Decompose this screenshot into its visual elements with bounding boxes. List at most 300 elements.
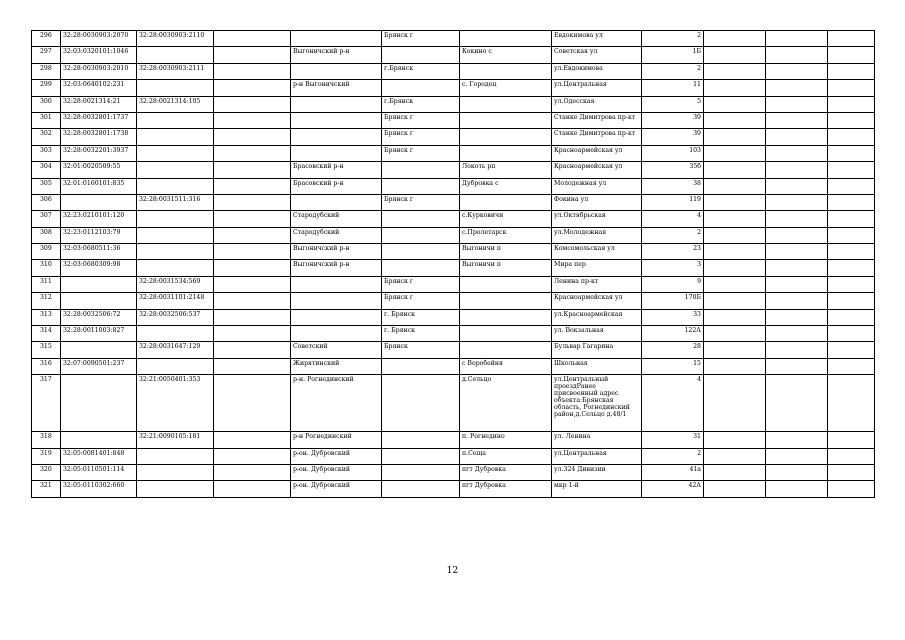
cell-empty [766,464,828,480]
cell-empty [704,375,766,432]
table-row [32,162,875,178]
cell-district [291,326,382,342]
cell-house-number: 2 [642,448,704,464]
cell-street: ул. Вокзальная [552,326,642,342]
cell-street: Школьная [552,358,642,374]
cell-house-number: 4 [642,375,704,432]
cell-settlement: с. Городец [460,80,552,96]
cell-empty [704,448,766,464]
cell-empty [704,260,766,276]
cell-empty [766,145,828,161]
cell-building-cadastral-number [137,358,214,374]
cell-building-cadastral-number [137,481,214,497]
cell-settlement: пгт Дубровка [460,464,552,480]
cell-row-number: 299 [32,80,61,96]
cell-building-cadastral-number [137,80,214,96]
cell-empty [214,244,291,260]
cell-empty [766,326,828,342]
cell-cadastral-number: 32:28:0032201:3937 [61,145,137,161]
cell-district [291,309,382,325]
cell-empty [214,481,291,497]
cell-empty [704,464,766,480]
page-number: 12 [446,566,459,576]
cell-cadastral-number: 32:05:0110302:660 [61,481,137,497]
table-row [32,342,875,358]
cell-empty [828,80,875,96]
table-row [32,31,875,47]
cell-cadastral-number: 32:05:0110501:114 [61,464,137,480]
table-row [32,432,875,448]
cell-empty [828,375,875,432]
cell-street: ул.Одесская [552,96,642,112]
cell-empty [214,211,291,227]
cell-empty [704,293,766,309]
cell-empty [828,96,875,112]
cell-empty [704,326,766,342]
cell-settlement: Дубровка с [460,178,552,194]
cell-house-number: 2 [642,227,704,243]
cell-cadastral-number [61,194,137,210]
cell-house-number: 28 [642,342,704,358]
cell-city [382,464,460,480]
cell-city: Брянск г [382,112,460,128]
cell-district: Выгоничский р-н [291,47,382,63]
cell-house-number: 39 [642,129,704,145]
cell-empty [704,358,766,374]
cell-building-cadastral-number: 32:28:0031101:2148 [137,293,214,309]
cell-row-number: 302 [32,129,61,145]
cell-building-cadastral-number: 32:21:0090105:181 [137,432,214,448]
cell-empty [704,63,766,79]
cell-empty [766,358,828,374]
cell-settlement: Выгоничи п [460,260,552,276]
cell-house-number: 11 [642,80,704,96]
cell-settlement: п.Сеща [460,448,552,464]
cell-building-cadastral-number [137,162,214,178]
cell-empty [214,293,291,309]
cell-cadastral-number: 32:01:0020509:55 [61,162,137,178]
cell-settlement: с.Пролетарск [460,227,552,243]
cell-empty [704,129,766,145]
cell-house-number: 35б [642,162,704,178]
cell-house-number: 5 [642,96,704,112]
cell-empty [704,96,766,112]
cell-house-number: 39 [642,112,704,128]
cell-house-number: 2 [642,63,704,79]
table-row [32,47,875,63]
cell-empty [766,211,828,227]
cell-house-number: 9 [642,276,704,292]
registry-table [31,30,875,498]
cell-house-number: 1Б [642,47,704,63]
cell-cadastral-number [61,432,137,448]
cell-building-cadastral-number: 32:28:0031647:129 [137,342,214,358]
table-row [32,63,875,79]
cell-street: ул. Ленина [552,432,642,448]
cell-city [382,244,460,260]
cell-row-number: 317 [32,375,61,432]
cell-empty [766,293,828,309]
cell-row-number: 308 [32,227,61,243]
cell-empty [766,112,828,128]
cell-empty [214,260,291,276]
cell-district [291,293,382,309]
cell-empty [766,80,828,96]
cell-building-cadastral-number [137,129,214,145]
cell-city [382,432,460,448]
cell-district: р-он. Дубровский [291,448,382,464]
cell-cadastral-number: 32:01:0160101:835 [61,178,137,194]
cell-district: р-он. Дубровский [291,481,382,497]
cell-empty [766,481,828,497]
table-row [32,260,875,276]
cell-empty [828,293,875,309]
cell-empty [828,244,875,260]
cell-empty [704,211,766,227]
cell-empty [766,276,828,292]
cell-empty [766,129,828,145]
cell-cadastral-number [61,375,137,432]
cell-row-number: 301 [32,112,61,128]
cell-city [382,481,460,497]
cell-row-number: 309 [32,244,61,260]
cell-empty [766,227,828,243]
cell-building-cadastral-number [137,244,214,260]
cell-empty [214,432,291,448]
table-body [32,31,875,498]
cell-empty [766,432,828,448]
cell-cadastral-number: 32:23:0210101:120 [61,211,137,227]
cell-district: Брасовский р-н [291,162,382,178]
cell-row-number: 303 [32,145,61,161]
cell-building-cadastral-number [137,448,214,464]
cell-empty [704,481,766,497]
cell-empty [828,342,875,358]
cell-city [382,375,460,432]
table-row [32,227,875,243]
cell-settlement [460,129,552,145]
cell-street: ул.Центральная [552,448,642,464]
cell-empty [214,31,291,47]
table-row [32,293,875,309]
cell-street: Красноармейская ул [552,162,642,178]
cell-empty [766,63,828,79]
cell-empty [828,260,875,276]
cell-cadastral-number: 32:23:0112103:79 [61,227,137,243]
cell-city [382,47,460,63]
cell-district: Брасовский р-н [291,178,382,194]
cell-empty [828,178,875,194]
cell-street: ул.Молодежная [552,227,642,243]
cell-cadastral-number [61,342,137,358]
cell-district: Выгоничский р-н [291,260,382,276]
table-row [32,448,875,464]
table-row [32,276,875,292]
cell-settlement: Выгоничи п [460,244,552,260]
cell-street: ул.Октябрьская [552,211,642,227]
cell-empty [704,31,766,47]
cell-empty [214,448,291,464]
cell-empty [214,112,291,128]
cell-empty [766,448,828,464]
cell-row-number: 315 [32,342,61,358]
cell-street: Комсомольская ул [552,244,642,260]
cell-cadastral-number: 32:28:0032506:72 [61,309,137,325]
cell-district: Советский [291,342,382,358]
cell-building-cadastral-number: 32:28:0031511:316 [137,194,214,210]
cell-city [382,80,460,96]
cell-district [291,96,382,112]
cell-building-cadastral-number [137,145,214,161]
cell-city: Брянск г [382,31,460,47]
cell-row-number: 296 [32,31,61,47]
table-row [32,358,875,374]
cell-empty [828,481,875,497]
cell-city [382,162,460,178]
cell-empty [828,47,875,63]
cell-empty [828,194,875,210]
table-row [32,244,875,260]
cell-empty [766,194,828,210]
cell-city [382,178,460,194]
cell-settlement [460,112,552,128]
cell-empty [766,178,828,194]
cell-district: р-он. Дубровский [291,464,382,480]
cell-city: г.Брянск [382,63,460,79]
table-row [32,326,875,342]
cell-building-cadastral-number [137,211,214,227]
cell-empty [214,162,291,178]
cell-cadastral-number: 32:28:0011003:827 [61,326,137,342]
table-row [32,112,875,128]
cell-empty [214,63,291,79]
cell-empty [704,80,766,96]
cell-empty [766,260,828,276]
cell-row-number: 318 [32,432,61,448]
cell-empty [214,178,291,194]
cell-settlement: пгт Дубровка [460,481,552,497]
cell-empty [828,162,875,178]
cell-district: р-н Выгоничский [291,80,382,96]
cell-empty [214,47,291,63]
cell-settlement [460,194,552,210]
cell-building-cadastral-number: 32:28:0030903:2111 [137,63,214,79]
cell-street: ул.Центральная [552,80,642,96]
cell-district [291,145,382,161]
cell-street: ул.324 Дивизии [552,464,642,480]
cell-district [291,63,382,79]
cell-empty [828,145,875,161]
cell-row-number: 320 [32,464,61,480]
cell-street: Фокина ул [552,194,642,210]
cell-street: Мира пер [552,260,642,276]
cell-building-cadastral-number [137,47,214,63]
cell-empty [766,309,828,325]
cell-district [291,129,382,145]
cell-street: Станке Димитрова пр-кт [552,129,642,145]
cell-settlement: Локоть рп [460,162,552,178]
cell-row-number: 306 [32,194,61,210]
cell-empty [214,80,291,96]
cell-building-cadastral-number [137,260,214,276]
cell-house-number: 41а [642,464,704,480]
cell-empty [766,47,828,63]
cell-empty [766,375,828,432]
cell-row-number: 297 [32,47,61,63]
cell-settlement: Кокино с [460,47,552,63]
cell-row-number: 304 [32,162,61,178]
cell-city [382,358,460,374]
cell-district: Стародубский [291,211,382,227]
cell-empty [828,326,875,342]
cell-settlement [460,342,552,358]
cell-cadastral-number: 32:28:0021314:21 [61,96,137,112]
cell-empty [828,309,875,325]
cell-cadastral-number [61,293,137,309]
cell-street: Советская ул [552,47,642,63]
cell-empty [704,178,766,194]
table-row [32,375,875,432]
cell-settlement: д.Сельцо [460,375,552,432]
cell-empty [214,375,291,432]
cell-city [382,211,460,227]
table-row [32,211,875,227]
cell-house-number: 4 [642,211,704,227]
cell-street: ул.Красноармейская [552,309,642,325]
cell-house-number: 122А [642,326,704,342]
cell-row-number: 310 [32,260,61,276]
cell-settlement [460,309,552,325]
cell-empty [828,31,875,47]
cell-cadastral-number: 32:07:0090501:237 [61,358,137,374]
cell-street: Станке Димитрова пр-кт [552,112,642,128]
cell-house-number: 31 [642,432,704,448]
cell-empty [828,276,875,292]
cell-building-cadastral-number [137,112,214,128]
cell-settlement [460,293,552,309]
cell-cadastral-number: 32:03:0680309:98 [61,260,137,276]
cell-house-number: 23 [642,244,704,260]
cell-street: Красноармейская ул [552,145,642,161]
table-row [32,309,875,325]
cell-cadastral-number: 32:05:0081401:848 [61,448,137,464]
cell-district: Стародубский [291,227,382,243]
cell-settlement: с.Курковичи [460,211,552,227]
cell-empty [214,194,291,210]
cell-empty [704,309,766,325]
cell-house-number: 15 [642,358,704,374]
cell-district: Выгоничский р-н [291,244,382,260]
cell-settlement: п. Рогнедино [460,432,552,448]
table-row [32,129,875,145]
cell-empty [828,112,875,128]
table-row [32,481,875,497]
cell-empty [704,276,766,292]
cell-empty [828,211,875,227]
cell-city: Брянск г [382,194,460,210]
cell-house-number: 33 [642,309,704,325]
cell-empty [214,96,291,112]
cell-house-number: 3 [642,260,704,276]
cell-empty [704,194,766,210]
cell-street: Молодежная ул [552,178,642,194]
cell-empty [766,96,828,112]
cell-settlement [460,326,552,342]
cell-street: Евдокимова ул [552,31,642,47]
cell-city: г. Брянск [382,309,460,325]
cell-empty [214,145,291,161]
cell-house-number: 2 [642,31,704,47]
cell-empty [766,244,828,260]
cell-row-number: 312 [32,293,61,309]
cell-empty [214,309,291,325]
cell-settlement [460,145,552,161]
cell-empty [766,342,828,358]
cell-street: ул.Центральный проездРанее присвоенный адрес объекта:Брянская область, Рогнединский район,д.Сельцо д.48/1 [552,375,642,432]
cell-empty [704,47,766,63]
cell-building-cadastral-number [137,326,214,342]
cell-city: Брянск г [382,276,460,292]
cell-street: Ленина пр-кт [552,276,642,292]
cell-city: Брянск г [382,145,460,161]
cell-building-cadastral-number: 32:21:0050401:353 [137,375,214,432]
cell-empty [828,227,875,243]
cell-district [291,31,382,47]
cell-cadastral-number: 32:28:0032801:1738 [61,129,137,145]
cell-district [291,276,382,292]
cell-street: мкр 1-й [552,481,642,497]
cell-empty [828,448,875,464]
cell-district: Жирятинский [291,358,382,374]
table-row [32,145,875,161]
cell-city: Брянск г [382,129,460,145]
cell-row-number: 311 [32,276,61,292]
cell-district [291,112,382,128]
cell-empty [214,276,291,292]
cell-empty [828,464,875,480]
cell-building-cadastral-number: 32:28:0030903:2110 [137,31,214,47]
cell-empty [214,129,291,145]
cell-city [382,448,460,464]
cell-settlement [460,63,552,79]
cell-city: Брянск г [382,293,460,309]
cell-row-number: 321 [32,481,61,497]
cell-street: Бульвар Гагарина [552,342,642,358]
cell-empty [214,464,291,480]
cell-street: Красноармейская ул [552,293,642,309]
cell-building-cadastral-number [137,227,214,243]
table-row [32,178,875,194]
cell-city [382,260,460,276]
cell-empty [828,129,875,145]
cell-cadastral-number: 32:03:0320101:1046 [61,47,137,63]
cell-settlement [460,96,552,112]
cell-cadastral-number: 32:03:0680511:36 [61,244,137,260]
cell-row-number: 300 [32,96,61,112]
cell-cadastral-number: 32:28:0030903:2070 [61,31,137,47]
cell-house-number: 119 [642,194,704,210]
cell-row-number: 307 [32,211,61,227]
cell-empty [704,227,766,243]
cell-building-cadastral-number [137,464,214,480]
cell-empty [214,358,291,374]
cell-city: г. Брянск [382,326,460,342]
cell-building-cadastral-number: 32:28:0021314:105 [137,96,214,112]
cell-district [291,194,382,210]
cell-empty [704,244,766,260]
cell-empty [828,63,875,79]
table-row [32,194,875,210]
